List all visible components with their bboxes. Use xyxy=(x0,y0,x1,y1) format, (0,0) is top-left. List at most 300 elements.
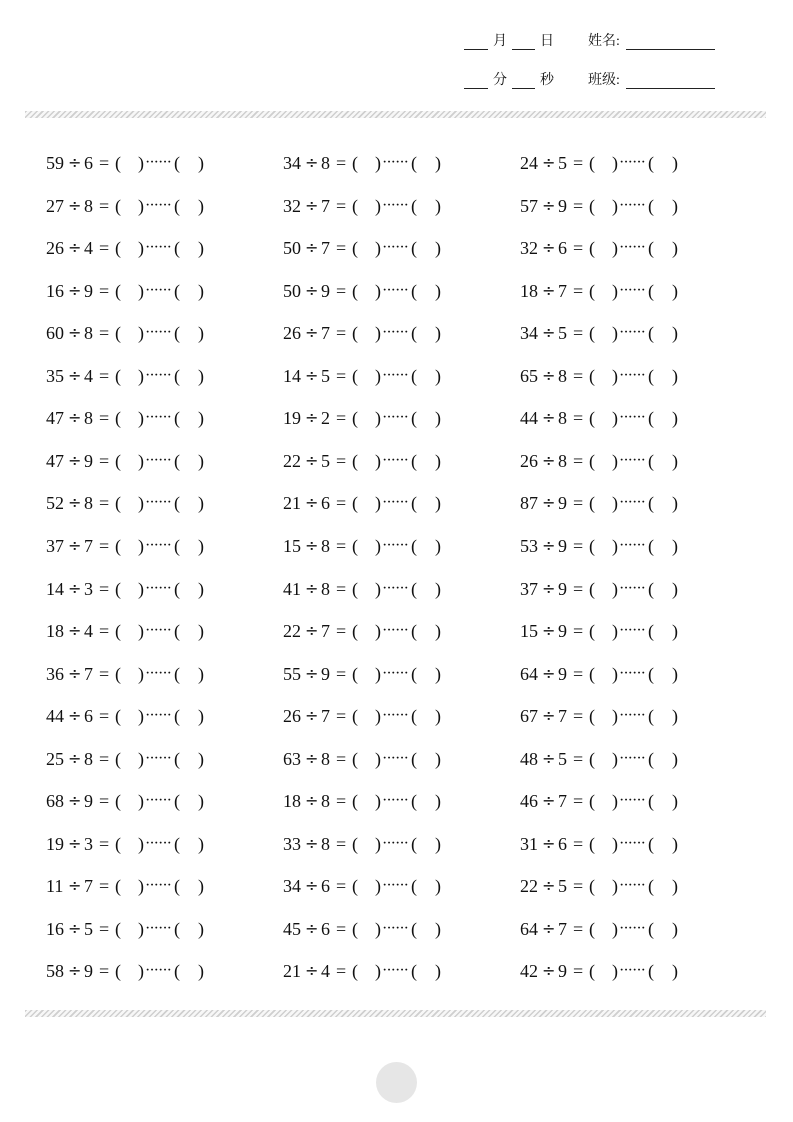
remainder-answer-blank[interactable] xyxy=(181,621,197,641)
remainder-dots: ······ xyxy=(382,919,408,937)
remainder-answer-blank[interactable] xyxy=(418,621,434,641)
dividend: 26 xyxy=(283,323,301,344)
remainder-answer-blank[interactable] xyxy=(418,749,434,769)
quotient-open-paren: ( xyxy=(352,450,358,471)
quotient-close-paren: ) xyxy=(612,706,618,727)
division-problem xyxy=(283,366,453,388)
remainder-close-paren: ) xyxy=(435,578,441,599)
quotient-close-paren: ) xyxy=(375,365,381,386)
remainder-close-paren: ) xyxy=(435,365,441,386)
remainder-answer-blank[interactable] xyxy=(181,196,197,216)
equals-sign: = xyxy=(336,535,347,556)
remainder-close-paren: ) xyxy=(435,408,441,429)
remainder-open-paren: ( xyxy=(174,238,180,259)
dividend: 25 xyxy=(46,748,64,769)
remainder-answer-blank[interactable] xyxy=(181,153,197,173)
remainder-close-paren: ) xyxy=(435,195,441,216)
quotient-answer-blank[interactable] xyxy=(596,493,611,513)
remainder-answer-blank[interactable] xyxy=(418,451,434,471)
quotient-answer-blank[interactable] xyxy=(122,961,137,981)
division-problem xyxy=(46,961,216,983)
quotient-answer-blank[interactable] xyxy=(359,366,374,386)
divide-sign: ÷ xyxy=(68,365,82,385)
quotient-close-paren: ) xyxy=(375,833,381,854)
divisor: 7 xyxy=(321,621,330,642)
equals-sign: = xyxy=(99,748,110,769)
divisor: 6 xyxy=(321,493,330,514)
quotient-close-paren: ) xyxy=(612,365,618,386)
remainder-open-paren: ( xyxy=(174,621,180,642)
remainder-close-paren: ) xyxy=(672,663,678,684)
remainder-dots: ······ xyxy=(619,877,645,895)
divide-sign: ÷ xyxy=(542,238,556,258)
equals-sign: = xyxy=(99,365,110,386)
quotient-answer-blank[interactable] xyxy=(359,834,374,854)
remainder-answer-blank[interactable] xyxy=(181,323,197,343)
remainder-answer-blank[interactable] xyxy=(655,408,671,428)
divisor: 4 xyxy=(84,365,93,386)
quotient-answer-blank[interactable] xyxy=(359,238,374,258)
remainder-answer-blank[interactable] xyxy=(655,876,671,896)
quotient-answer-blank[interactable] xyxy=(122,493,137,513)
remainder-answer-blank[interactable] xyxy=(181,919,197,939)
remainder-dots: ······ xyxy=(619,239,645,257)
equals-sign: = xyxy=(99,961,110,982)
remainder-answer-blank[interactable] xyxy=(418,366,434,386)
quotient-close-paren: ) xyxy=(375,578,381,599)
remainder-open-paren: ( xyxy=(648,791,654,812)
remainder-answer-blank[interactable] xyxy=(418,706,434,726)
division-problem xyxy=(520,493,690,515)
remainder-close-paren: ) xyxy=(672,961,678,982)
remainder-answer-blank[interactable] xyxy=(655,834,671,854)
equals-sign: = xyxy=(336,578,347,599)
quotient-answer-blank[interactable] xyxy=(359,876,374,896)
division-problem xyxy=(283,791,453,813)
remainder-dots: ······ xyxy=(619,792,645,810)
divide-sign: ÷ xyxy=(542,323,556,343)
quotient-answer-blank[interactable] xyxy=(596,238,611,258)
dividend: 26 xyxy=(520,450,538,471)
dividend: 31 xyxy=(520,833,538,854)
remainder-open-paren: ( xyxy=(648,408,654,429)
divide-sign: ÷ xyxy=(305,876,319,896)
quotient-answer-blank[interactable] xyxy=(122,876,137,896)
quotient-answer-blank[interactable] xyxy=(359,791,374,811)
quotient-open-paren: ( xyxy=(115,621,121,642)
quotient-close-paren: ) xyxy=(375,663,381,684)
remainder-answer-blank[interactable] xyxy=(418,791,434,811)
quotient-open-paren: ( xyxy=(115,238,121,259)
divide-sign: ÷ xyxy=(542,791,556,811)
remainder-answer-blank[interactable] xyxy=(418,153,434,173)
remainder-open-paren: ( xyxy=(174,706,180,727)
remainder-answer-blank[interactable] xyxy=(655,749,671,769)
remainder-open-paren: ( xyxy=(648,918,654,939)
remainder-dots: ······ xyxy=(382,622,408,640)
remainder-close-paren: ) xyxy=(198,833,204,854)
remainder-answer-blank[interactable] xyxy=(655,153,671,173)
dividend: 65 xyxy=(520,365,538,386)
division-problem xyxy=(283,451,453,473)
remainder-open-paren: ( xyxy=(411,408,417,429)
quotient-open-paren: ( xyxy=(589,323,595,344)
quotient-open-paren: ( xyxy=(352,833,358,854)
quotient-answer-blank[interactable] xyxy=(596,366,611,386)
equals-sign: = xyxy=(573,706,584,727)
quotient-answer-blank[interactable] xyxy=(596,749,611,769)
remainder-answer-blank[interactable] xyxy=(418,919,434,939)
remainder-close-paren: ) xyxy=(672,280,678,301)
remainder-open-paren: ( xyxy=(648,833,654,854)
quotient-answer-blank[interactable] xyxy=(359,664,374,684)
remainder-answer-blank[interactable] xyxy=(655,451,671,471)
dividend: 26 xyxy=(283,706,301,727)
remainder-answer-blank[interactable] xyxy=(655,536,671,556)
quotient-answer-blank[interactable] xyxy=(122,706,137,726)
remainder-open-paren: ( xyxy=(174,450,180,471)
remainder-open-paren: ( xyxy=(411,238,417,259)
division-problem xyxy=(283,153,453,175)
remainder-answer-blank[interactable] xyxy=(418,876,434,896)
quotient-answer-blank[interactable] xyxy=(122,451,137,471)
quotient-answer-blank[interactable] xyxy=(122,834,137,854)
dividend: 46 xyxy=(520,791,538,812)
division-problem xyxy=(283,323,453,345)
remainder-open-paren: ( xyxy=(174,365,180,386)
remainder-open-paren: ( xyxy=(648,535,654,556)
remainder-answer-blank[interactable] xyxy=(418,323,434,343)
remainder-dots: ······ xyxy=(382,494,408,512)
remainder-answer-blank[interactable] xyxy=(418,238,434,258)
quotient-open-paren: ( xyxy=(352,365,358,386)
quotient-answer-blank[interactable] xyxy=(122,153,137,173)
dividend: 37 xyxy=(46,535,64,556)
remainder-close-paren: ) xyxy=(435,876,441,897)
quotient-answer-blank[interactable] xyxy=(122,664,137,684)
remainder-answer-blank[interactable] xyxy=(655,961,671,981)
quotient-answer-blank[interactable] xyxy=(359,323,374,343)
remainder-answer-blank[interactable] xyxy=(181,664,197,684)
remainder-close-paren: ) xyxy=(672,323,678,344)
remainder-answer-blank[interactable] xyxy=(181,876,197,896)
remainder-answer-blank[interactable] xyxy=(181,408,197,428)
quotient-close-paren: ) xyxy=(375,195,381,216)
quotient-close-paren: ) xyxy=(138,706,144,727)
division-problem xyxy=(520,451,690,473)
quotient-close-paren: ) xyxy=(138,493,144,514)
quotient-answer-blank[interactable] xyxy=(122,408,137,428)
quotient-answer-blank[interactable] xyxy=(596,621,611,641)
quotient-answer-blank[interactable] xyxy=(359,281,374,301)
class-label: 班级: xyxy=(588,73,620,88)
divide-sign: ÷ xyxy=(68,876,82,896)
remainder-open-paren: ( xyxy=(411,323,417,344)
quotient-close-paren: ) xyxy=(612,876,618,897)
remainder-answer-blank[interactable] xyxy=(181,536,197,556)
remainder-open-paren: ( xyxy=(411,493,417,514)
equals-sign: = xyxy=(573,493,584,514)
quotient-answer-blank[interactable] xyxy=(359,536,374,556)
remainder-close-paren: ) xyxy=(198,535,204,556)
remainder-open-paren: ( xyxy=(174,876,180,897)
divisor: 8 xyxy=(321,535,330,556)
quotient-open-paren: ( xyxy=(115,961,121,982)
remainder-answer-blank[interactable] xyxy=(181,834,197,854)
divide-sign: ÷ xyxy=(542,408,556,428)
division-problem xyxy=(283,408,453,430)
remainder-dots: ······ xyxy=(382,579,408,597)
division-problem xyxy=(46,664,216,686)
division-problem xyxy=(46,919,216,941)
quotient-answer-blank[interactable] xyxy=(122,366,137,386)
dividend: 34 xyxy=(283,876,301,897)
remainder-answer-blank[interactable] xyxy=(181,451,197,471)
quotient-close-paren: ) xyxy=(138,450,144,471)
remainder-close-paren: ) xyxy=(435,280,441,301)
remainder-open-paren: ( xyxy=(174,833,180,854)
division-problem xyxy=(520,876,690,898)
quotient-answer-blank[interactable] xyxy=(359,451,374,471)
remainder-close-paren: ) xyxy=(435,153,441,173)
quotient-answer-blank[interactable] xyxy=(596,706,611,726)
equals-sign: = xyxy=(99,493,110,514)
divisor: 8 xyxy=(321,791,330,812)
remainder-close-paren: ) xyxy=(198,195,204,216)
divisor: 8 xyxy=(558,408,567,429)
remainder-open-paren: ( xyxy=(411,578,417,599)
quotient-answer-blank[interactable] xyxy=(359,153,374,173)
dividend: 15 xyxy=(520,621,538,642)
quotient-answer-blank[interactable] xyxy=(359,579,374,599)
remainder-dots: ······ xyxy=(382,707,408,725)
remainder-open-paren: ( xyxy=(411,833,417,854)
quotient-close-paren: ) xyxy=(138,876,144,897)
equals-sign: = xyxy=(336,408,347,429)
quotient-answer-blank[interactable] xyxy=(122,323,137,343)
divisor: 8 xyxy=(84,748,93,769)
remainder-close-paren: ) xyxy=(435,323,441,344)
quotient-close-paren: ) xyxy=(138,238,144,259)
division-problem xyxy=(46,706,216,728)
remainder-answer-blank[interactable] xyxy=(181,493,197,513)
quotient-answer-blank[interactable] xyxy=(359,408,374,428)
remainder-answer-blank[interactable] xyxy=(181,791,197,811)
divisor: 9 xyxy=(558,621,567,642)
quotient-open-paren: ( xyxy=(589,918,595,939)
quotient-answer-blank[interactable] xyxy=(596,919,611,939)
remainder-dots: ······ xyxy=(145,962,171,980)
divisor: 8 xyxy=(321,833,330,854)
remainder-dots: ······ xyxy=(145,366,171,384)
remainder-answer-blank[interactable] xyxy=(418,664,434,684)
equals-sign: = xyxy=(336,663,347,684)
remainder-answer-blank[interactable] xyxy=(655,281,671,301)
quotient-answer-blank[interactable] xyxy=(359,196,374,216)
divisor: 9 xyxy=(558,493,567,514)
quotient-open-paren: ( xyxy=(589,450,595,471)
divisor: 7 xyxy=(558,918,567,939)
quotient-answer-blank[interactable] xyxy=(359,919,374,939)
quotient-close-paren: ) xyxy=(138,408,144,429)
divide-sign: ÷ xyxy=(68,535,82,555)
remainder-open-paren: ( xyxy=(648,493,654,514)
dividend: 50 xyxy=(283,280,301,301)
divisor: 5 xyxy=(321,365,330,386)
division-problem xyxy=(283,919,453,941)
quotient-answer-blank[interactable] xyxy=(359,493,374,513)
remainder-answer-blank[interactable] xyxy=(181,366,197,386)
divisor: 6 xyxy=(84,706,93,727)
quotient-open-paren: ( xyxy=(352,706,358,727)
quotient-answer-blank[interactable] xyxy=(359,706,374,726)
quotient-close-paren: ) xyxy=(375,961,381,982)
quotient-answer-blank[interactable] xyxy=(596,579,611,599)
quotient-answer-blank[interactable] xyxy=(596,664,611,684)
quotient-answer-blank[interactable] xyxy=(596,196,611,216)
quotient-answer-blank[interactable] xyxy=(359,621,374,641)
division-problem xyxy=(46,621,216,643)
remainder-dots: ······ xyxy=(145,409,171,427)
remainder-dots: ······ xyxy=(382,409,408,427)
quotient-close-paren: ) xyxy=(138,663,144,684)
remainder-answer-blank[interactable] xyxy=(418,579,434,599)
division-problem xyxy=(46,408,216,430)
remainder-answer-blank[interactable] xyxy=(418,493,434,513)
remainder-answer-blank[interactable] xyxy=(418,196,434,216)
remainder-open-paren: ( xyxy=(411,621,417,642)
remainder-open-paren: ( xyxy=(648,238,654,259)
quotient-answer-blank[interactable] xyxy=(596,791,611,811)
equals-sign: = xyxy=(573,621,584,642)
remainder-close-paren: ) xyxy=(198,153,204,173)
quotient-open-paren: ( xyxy=(352,535,358,556)
division-problem xyxy=(520,323,690,345)
quotient-answer-blank[interactable] xyxy=(359,749,374,769)
remainder-answer-blank[interactable] xyxy=(181,281,197,301)
remainder-answer-blank[interactable] xyxy=(655,238,671,258)
division-problem xyxy=(46,749,216,771)
remainder-answer-blank[interactable] xyxy=(655,493,671,513)
remainder-answer-blank[interactable] xyxy=(655,791,671,811)
divide-sign: ÷ xyxy=(68,408,82,428)
remainder-open-paren: ( xyxy=(411,663,417,684)
quotient-answer-blank[interactable] xyxy=(596,876,611,896)
dividend: 34 xyxy=(520,323,538,344)
dividend: 87 xyxy=(520,493,538,514)
divide-sign: ÷ xyxy=(542,918,556,938)
remainder-answer-blank[interactable] xyxy=(655,621,671,641)
dividend: 50 xyxy=(283,238,301,259)
quotient-answer-blank[interactable] xyxy=(596,323,611,343)
remainder-answer-blank[interactable] xyxy=(181,706,197,726)
quotient-answer-blank[interactable] xyxy=(122,579,137,599)
remainder-answer-blank[interactable] xyxy=(655,366,671,386)
remainder-answer-blank[interactable] xyxy=(181,238,197,258)
quotient-answer-blank[interactable] xyxy=(122,238,137,258)
remainder-answer-blank[interactable] xyxy=(418,281,434,301)
remainder-answer-blank[interactable] xyxy=(418,536,434,556)
remainder-dots: ······ xyxy=(619,834,645,852)
divisor: 7 xyxy=(84,535,93,556)
dividend: 18 xyxy=(283,791,301,812)
remainder-answer-blank[interactable] xyxy=(418,408,434,428)
division-problem xyxy=(520,791,690,813)
remainder-answer-blank[interactable] xyxy=(181,749,197,769)
equals-sign: = xyxy=(573,663,584,684)
quotient-close-paren: ) xyxy=(375,238,381,259)
remainder-close-paren: ) xyxy=(198,663,204,684)
month-label: 月 xyxy=(493,34,507,49)
quotient-answer-blank[interactable] xyxy=(122,536,137,556)
quotient-answer-blank[interactable] xyxy=(122,791,137,811)
divide-sign: ÷ xyxy=(305,578,319,598)
remainder-dots: ······ xyxy=(382,877,408,895)
quotient-answer-blank[interactable] xyxy=(596,451,611,471)
equals-sign: = xyxy=(573,918,584,939)
remainder-answer-blank[interactable] xyxy=(181,579,197,599)
remainder-dots: ······ xyxy=(619,749,645,767)
quotient-answer-blank[interactable] xyxy=(122,281,137,301)
quotient-answer-blank[interactable] xyxy=(596,834,611,854)
quotient-answer-blank[interactable] xyxy=(596,961,611,981)
remainder-close-paren: ) xyxy=(198,791,204,812)
quotient-answer-blank[interactable] xyxy=(596,408,611,428)
page-number-circle xyxy=(376,1062,417,1103)
quotient-open-paren: ( xyxy=(115,323,121,344)
quotient-answer-blank[interactable] xyxy=(122,749,137,769)
quotient-answer-blank[interactable] xyxy=(596,281,611,301)
remainder-answer-blank[interactable] xyxy=(181,961,197,981)
remainder-dots: ······ xyxy=(145,792,171,810)
remainder-open-paren: ( xyxy=(648,578,654,599)
remainder-dots: ······ xyxy=(145,877,171,895)
quotient-open-paren: ( xyxy=(352,153,358,173)
quotient-close-paren: ) xyxy=(375,748,381,769)
quotient-open-paren: ( xyxy=(115,195,121,216)
equals-sign: = xyxy=(99,706,110,727)
quotient-answer-blank[interactable] xyxy=(122,196,137,216)
equals-sign: = xyxy=(99,918,110,939)
remainder-answer-blank[interactable] xyxy=(655,919,671,939)
dividend: 44 xyxy=(46,706,64,727)
quotient-answer-blank[interactable] xyxy=(359,961,374,981)
remainder-close-paren: ) xyxy=(672,706,678,727)
remainder-answer-blank[interactable] xyxy=(655,664,671,684)
division-problem xyxy=(46,196,216,218)
dividend: 32 xyxy=(283,195,301,216)
remainder-answer-blank[interactable] xyxy=(418,961,434,981)
dividend: 27 xyxy=(46,195,64,216)
quotient-close-paren: ) xyxy=(375,493,381,514)
division-problem xyxy=(283,961,453,983)
quotient-answer-blank[interactable] xyxy=(596,536,611,556)
remainder-answer-blank[interactable] xyxy=(655,579,671,599)
remainder-answer-blank[interactable] xyxy=(655,196,671,216)
remainder-answer-blank[interactable] xyxy=(655,323,671,343)
quotient-open-paren: ( xyxy=(589,621,595,642)
quotient-answer-blank[interactable] xyxy=(122,919,137,939)
remainder-answer-blank[interactable] xyxy=(655,706,671,726)
quotient-open-paren: ( xyxy=(352,238,358,259)
divisor: 5 xyxy=(558,748,567,769)
divide-sign: ÷ xyxy=(542,621,556,641)
quotient-answer-blank[interactable] xyxy=(122,621,137,641)
quotient-answer-blank[interactable] xyxy=(596,153,611,173)
quotient-close-paren: ) xyxy=(375,918,381,939)
quotient-close-paren: ) xyxy=(612,621,618,642)
remainder-answer-blank[interactable] xyxy=(418,834,434,854)
